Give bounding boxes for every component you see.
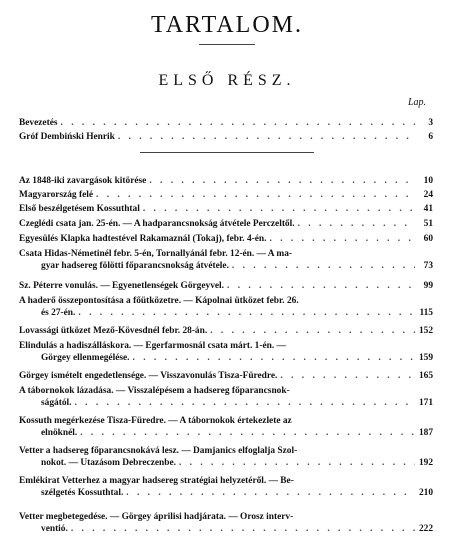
toc-entry-text: szélgetés Kossuthtal. (41, 488, 124, 499)
toc-entry-line (19, 189, 433, 201)
title-rule (199, 44, 255, 45)
toc-page-number: 41 (423, 204, 433, 214)
section-title: ELSŐ RÉSZ. (158, 72, 296, 89)
toc-entry-line (19, 511, 433, 523)
toc-page-number: 165 (418, 371, 433, 381)
toc-entry-text: Bevezetés (19, 118, 58, 128)
toc-entry-line (19, 385, 433, 397)
dot-leader (58, 117, 415, 129)
toc-entry (19, 175, 433, 187)
toc-entry-line (19, 325, 433, 337)
toc-page-number: 115 (419, 308, 433, 319)
toc-entry-line (19, 487, 433, 499)
toc-entry (19, 475, 433, 500)
toc-entry-line (19, 340, 433, 352)
toc-entry-text: Sz. Péterre vonulás. — Egyenetlenségek Görgeyvel. (19, 281, 224, 291)
toc-entry-line (19, 233, 433, 245)
toc-entry-text: Az 1848-iki zavargások kitörése (19, 176, 147, 186)
dot-leader (123, 487, 415, 499)
toc-page-number: 24 (423, 190, 433, 200)
toc-entry-text: és 27-én. (41, 308, 76, 319)
toc-page-number: 222 (418, 524, 433, 535)
toc-entry (19, 370, 433, 382)
toc-entry-text: Gróf Dembiński Henrik (19, 132, 115, 142)
toc-entry (19, 233, 433, 245)
toc-entry-text: Elindulás a hadiszálláskora. — Egerfarmosnál csata márt. 1-én. — (19, 341, 286, 351)
toc-entry-text: ventió. (41, 524, 68, 535)
toc-page-number: 51 (423, 219, 433, 229)
toc-page-number: 159 (418, 353, 433, 364)
toc-entry-line (19, 260, 433, 272)
toc-entry-line (19, 457, 433, 469)
toc-entry-line (19, 307, 433, 319)
toc-entry-text: Első beszélgetésem Kossuthtal (19, 204, 140, 214)
dot-leader (224, 280, 415, 292)
page-title: TARTALOM. (150, 12, 304, 38)
dot-leader (295, 218, 415, 230)
toc-entry-line (19, 370, 433, 382)
toc-entry-line (19, 415, 433, 427)
dot-leader (75, 307, 415, 319)
toc-entry-line (19, 397, 433, 409)
toc-entry-line (19, 131, 433, 143)
dot-leader (77, 427, 415, 439)
dot-leader (93, 189, 415, 201)
toc-entry-line (19, 475, 433, 487)
toc-entry-text: ságától. (41, 398, 72, 409)
toc-page-number: 192 (418, 458, 433, 469)
toc-entry (19, 295, 433, 320)
toc-entry-line (19, 352, 433, 364)
dot-leader (140, 203, 415, 215)
toc-entry (19, 117, 433, 129)
toc-entry (19, 131, 433, 143)
toc-entry-text: Czeglédi csata jan. 25-én. — A hadparancsnokság átvétele Perczeltől. (19, 219, 295, 229)
toc-entry-text: nokot. — Utazásom Debreczenbe. (41, 458, 176, 469)
dot-leader (207, 325, 415, 337)
toc-entry-text: gyar hadsereg fölötti főparancsnokság átvétele. (41, 261, 229, 272)
dot-leader (130, 352, 415, 364)
dot-leader (277, 370, 415, 382)
toc-entry-text: Görgey ellenmegélése. (41, 353, 130, 364)
toc-page-number: 152 (418, 326, 433, 336)
toc-entry-line (19, 295, 433, 307)
dot-leader (71, 397, 415, 409)
toc-entry-line (19, 117, 433, 129)
toc-entry (19, 203, 433, 215)
dot-leader (267, 233, 416, 245)
toc-entry-line (19, 280, 433, 292)
toc-entry (19, 385, 433, 410)
toc-entry-text: Emlékirat Vetterhez a magyar hadsereg stratégiai helyzetéről. — Be- (19, 476, 294, 486)
toc-entry-text: Vetter megbetegedése. — Görgey áprilisi hadjárata. — Orosz interv- (19, 512, 294, 522)
toc-entry-line (19, 248, 433, 260)
toc-entry-text: Vetter a hadsereg főparancsnokává lesz. — Damjanics elfoglalja Szol- (19, 446, 298, 456)
toc-entry-text: Magyarország felé (19, 190, 94, 200)
toc-entry-text: A haderő összepontosítása a főütközetre. — Kápolnai ütközet febr. 26. (19, 296, 299, 306)
dot-leader (115, 131, 415, 143)
toc-entry-line (19, 175, 433, 187)
dot-leader (229, 260, 415, 272)
toc-page-number: 73 (423, 261, 433, 272)
toc-page-number: 6 (428, 132, 433, 142)
toc-page-number: 3 (428, 118, 433, 128)
toc-page-number: 187 (418, 428, 433, 439)
toc-entry (19, 248, 433, 273)
toc-entry (19, 415, 433, 440)
toc-entry (19, 340, 433, 365)
separator-rule (140, 152, 314, 153)
toc-entry-line (19, 203, 433, 215)
dot-leader (176, 457, 415, 469)
toc-page-number: 60 (423, 234, 433, 244)
toc-entry-line (19, 427, 433, 439)
toc-entry-line (19, 523, 433, 535)
toc-entry-line (19, 445, 433, 457)
toc-entry-text: Görgey ismételt engedetlensége. — Visszavonulás Tisza-Füredre. (19, 371, 278, 381)
dot-leader (68, 523, 415, 535)
toc-entry (19, 189, 433, 201)
toc-entry-text: Lovassági ütközet Mező-Kövesdnél febr. 28-án. (19, 326, 208, 336)
toc-entry-text: Csata Hidas-Németinél febr. 5-én, Tornallyánál febr. 12-én. — A ma- (19, 249, 292, 259)
toc-entry (19, 280, 433, 292)
toc-entry-text: Kossuth megérkezése Tisza-Füredre. — A tábornokok értekezlete az (19, 416, 292, 426)
toc-entry (19, 325, 433, 337)
toc-page-number: 99 (423, 281, 433, 291)
dot-leader (146, 175, 415, 187)
page-column-header: Lap. (408, 97, 427, 108)
toc-entry-text: Egyesülés Klapka hadtestével Rakamaznál (Tokaj), febr. 4-én. (19, 234, 267, 244)
toc-page-number: 171 (418, 398, 433, 409)
toc-entry (19, 445, 433, 470)
toc-entry-text: A tábornokok lázadása. — Visszalépésem a hadsereg főparancsnok- (19, 386, 290, 396)
toc-entry-line (19, 218, 433, 230)
toc-entry (19, 511, 433, 536)
toc-page-number: 210 (418, 488, 433, 499)
toc-page-number: 10 (423, 176, 433, 186)
toc-entry (19, 218, 433, 230)
toc-entry-text: elnöknél. (41, 428, 78, 439)
